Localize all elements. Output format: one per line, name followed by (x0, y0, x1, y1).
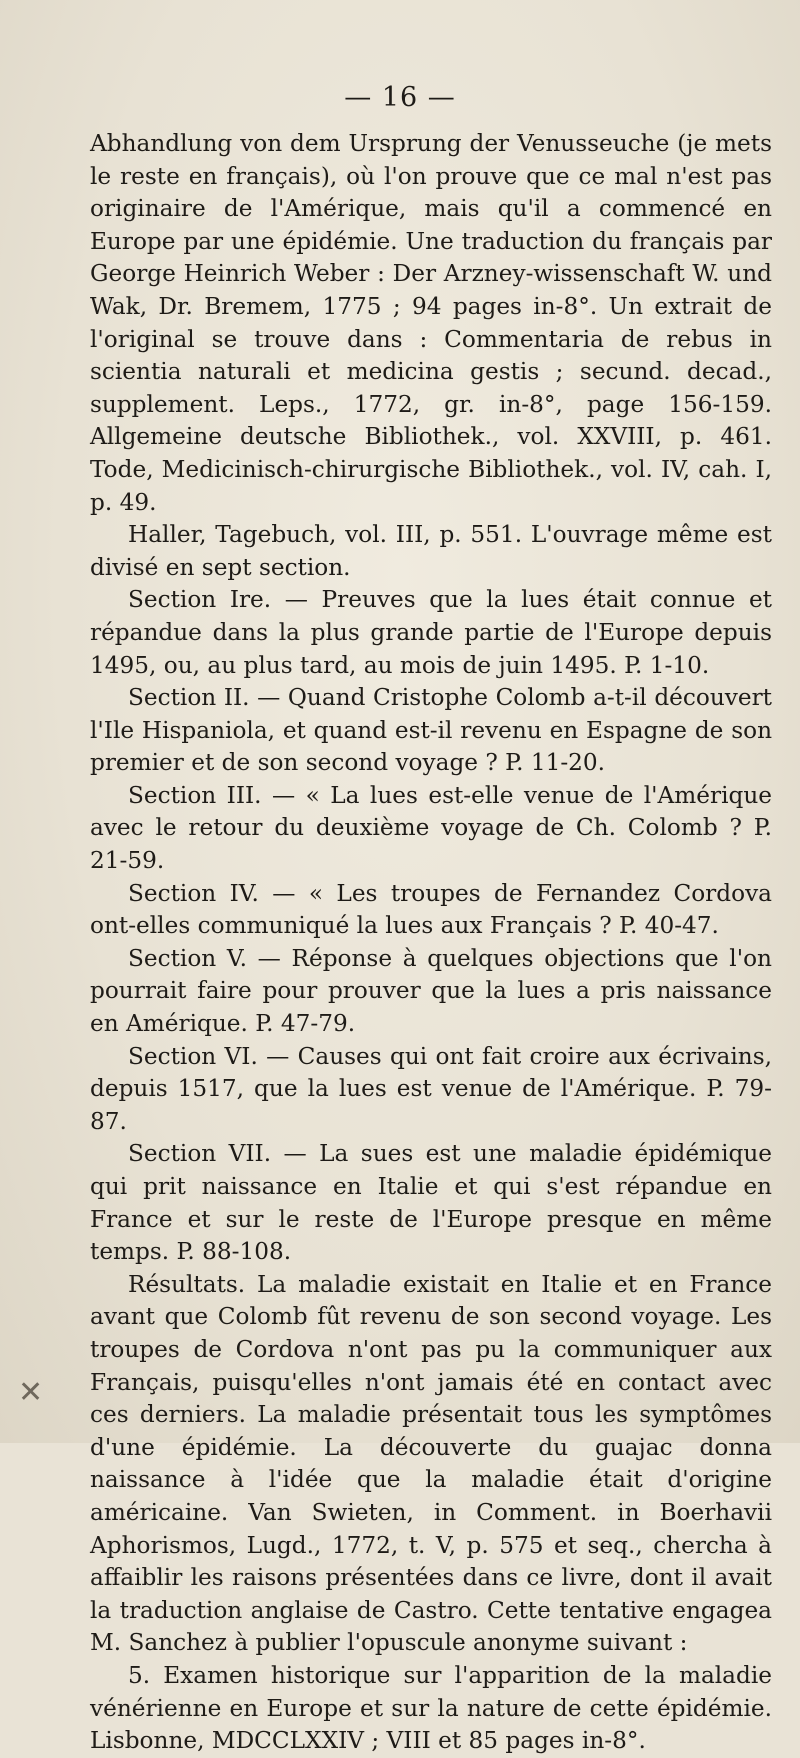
paragraph-section-7: Section VII. — La sues est une maladie épidémique qui prit naissance en Italie et qui s'est répandue en France et sur le reste de l'Europe presque en même temps. P. 88-108. (90, 1140, 772, 1266)
paragraph-section-6: Section VI. — Causes qui ont fait croire aux écrivains, depuis 1517, que la lues est venue de l'Amérique. P. 79-87. (90, 1042, 772, 1135)
paragraph-abhandlung: Abhandlung von dem Ursprung der Venusseuche (je mets le reste en français), où l'on prouve que ce mal n'est pas originaire de l'Amérique, mais qu'il a commencé en Europe par une épidémie. Une traduction du français par George Heinrich Weber : Der Arzney-wissenschaft W. und Wak, Dr. Bremem, 1775 ; 94 pages in-8°. Un extrait de l'original se trouve dans : Commentaria de rebus in scientia naturali et medicina gestis ; secund. decad., supplement. Leps., 1772, gr. in-8°, page 156-159. Allgemeine deutsche Bibliothek., vol. XXVIII, p. 461. Tode, Medicinisch-chirurgische Bibliothek., vol. IV, cah. I, p. 49. (90, 130, 772, 516)
body-text (90, 128, 772, 1758)
margin-pencil-mark: ✕ (18, 1375, 44, 1410)
paragraph-resultats: Résultats. La maladie existait en Italie et en France avant que Colomb fût revenu de son second voyage. Les troupes de Cordova n'ont pas pu la communiquer aux Français, puisqu'elles n'ont jamais été en contact avec ces derniers. La maladie présentait tous les symptômes d'une épidémie. La découverte du guajac donna naissance à l'idée que la maladie était d'origine américaine. Van Swieten, in Comment. in Boerhavii Aphorismos, Lugd., 1772, t. V, p. 575 et seq., chercha à affaiblir les raisons présentées dans ce livre, dont il avait la traduction anglaise de Castro. Cette tentative engagea M. Sanchez à publier l'opuscule anonyme suivant : (90, 1270, 772, 1657)
paragraph-entry-5: 5. Examen historique sur l'apparition de la maladie vénérienne en Europe et sur la nature de cette épidémie. Lisbonne, MDCCLXXIV ; VIII et 85 pages in-8°. (90, 1661, 772, 1755)
paragraph-section-4: Section IV. — « Les troupes de Fernandez Cordova ont-elles communiqué la lues aux Français ? P. 40-47. (90, 879, 772, 940)
paragraph-section-5: Section V. — Réponse à quelques objections que l'on pourrait faire pour prouver que la lues a pris naissance en Amérique. P. 47-79. (90, 944, 772, 1038)
paragraph-haller: Haller, Tagebuch, vol. III, p. 551. L'ouvrage même est divisé en sept section. (90, 521, 772, 581)
paragraph-section-2: Section II. — Quand Cristophe Colomb a-t-il découvert l'Ile Hispaniola, et quand est-il revenu en Espagne de son premier et de son second voyage ? P. 11-20. (90, 684, 772, 777)
paragraph-section-3: Section III. — « La lues est-elle venue de l'Amérique avec le retour du deuxième voyage de Ch. Colomb ? P. 21-59. (90, 781, 772, 875)
paragraph-section-1: Section Ire. — Preuves que la lues était connue et répandue dans la plus grande partie de l'Europe depuis 1495, ou, au plus tard, au mois de juin 1495. P. 1-10. (90, 586, 772, 679)
page-number: — 16 — (344, 82, 456, 113)
